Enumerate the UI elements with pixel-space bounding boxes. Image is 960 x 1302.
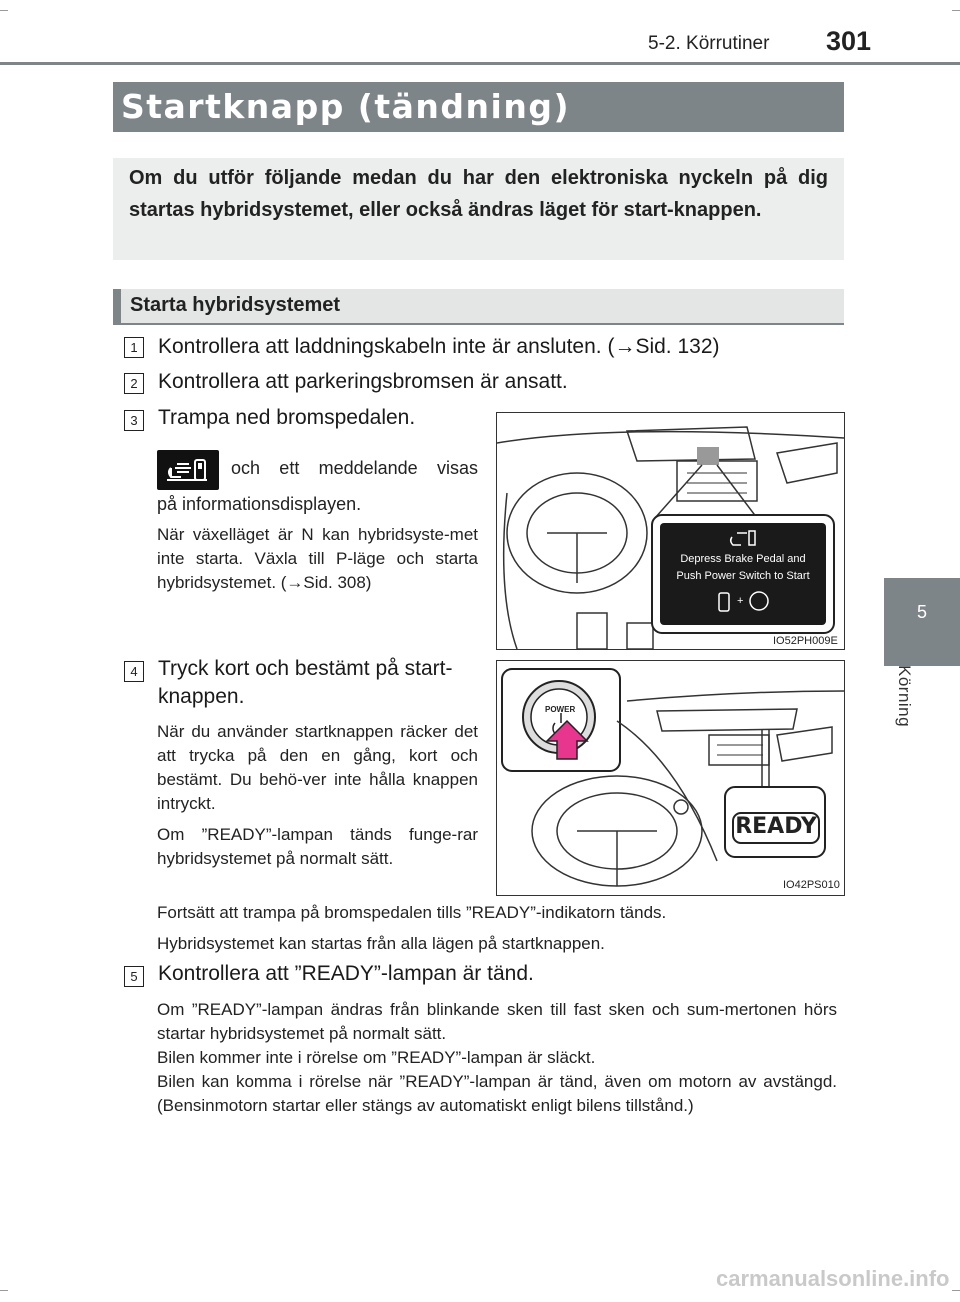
watermark: carmanualsonline.info xyxy=(716,1266,950,1291)
crop-mark xyxy=(952,1290,960,1291)
subheading-text: Starta hybridsystemet xyxy=(130,294,341,316)
step-number: 2 xyxy=(124,373,144,394)
power-button-label: POWER xyxy=(545,705,576,714)
subheading-accent xyxy=(113,289,121,323)
display-plus-sign: + xyxy=(737,595,744,607)
figure-code: IO42PS010 xyxy=(783,879,840,891)
step-number: 5 xyxy=(124,966,144,987)
icon-description-line2: på informationsdisplayen. xyxy=(157,494,362,514)
step3-note: När växelläget är N kan hybridsyste-met inte starta. Växla till P-läge och starta hybridsystemet. (→Sid. 308) xyxy=(157,525,478,592)
step4-note: Hybridsystemet kan startas från alla lägen på startknappen. xyxy=(157,934,605,953)
step-number: 1 xyxy=(124,337,144,358)
crop-mark xyxy=(0,1290,8,1291)
step4-note: Fortsätt att trampa på bromspedalen tills ”READY”-indikatorn tänds. xyxy=(157,903,667,922)
page-number: 301 xyxy=(826,26,872,56)
step-text: Trampa ned bromspedalen. xyxy=(158,406,416,429)
page-title xyxy=(113,82,844,132)
step5-note: Bilen kan komma i rörelse när ”READY”-lampan är tänd, även om motorn av avstängd. (Bensinmotorn startar eller stängs av automatiskt enligt bilens tillstånd.) xyxy=(157,1072,837,1115)
dashboard-drawing xyxy=(497,413,844,649)
step4-note: När du använder startknappen räcker det att trycka på den en gång, kort och bestämt. Du behö-ver inte hålla knappen intryckt. xyxy=(157,722,478,813)
chapter-number: 5 xyxy=(916,602,927,622)
step-text: Tryck kort och bestämt på start- xyxy=(158,657,453,680)
crop-mark xyxy=(0,10,8,11)
power-button-illustration xyxy=(496,660,845,896)
intro-text: Om du utför följande medan du har den elektroniska nyckeln på dig startas hybridsystemet, eller också ändras läget för start-knappen. xyxy=(129,167,828,221)
crop-mark xyxy=(952,10,960,11)
page-title-text: Startknapp (tändning) xyxy=(121,87,571,126)
chapter-tab[interactable] xyxy=(884,578,960,666)
header-rule xyxy=(0,62,960,65)
display-message-line2: Push Power Switch to Start xyxy=(676,570,810,582)
step-text: Kontrollera att ”READY”-lampan är tänd. xyxy=(158,962,534,985)
ready-indicator-label: READY xyxy=(735,814,817,839)
dashboard-illustration xyxy=(496,412,845,650)
brake-pedal-indicator-icon xyxy=(157,450,219,490)
subheading xyxy=(113,289,844,325)
section-label: 5-2. Körrutiner xyxy=(648,33,770,54)
step-text-continued: knappen. xyxy=(158,685,245,708)
chapter-name xyxy=(888,665,924,745)
display-message-line1: Depress Brake Pedal and xyxy=(680,553,806,565)
figure-code: IO52PH009E xyxy=(773,635,838,647)
step-text: Kontrollera att parkeringsbromsen är ansatt. xyxy=(158,370,568,393)
step5-note: Om ”READY”-lampan ändras från blinkande sken till fast sken och sum-mertonen hörs startar hybridsystemet på normalt sätt. xyxy=(157,1000,837,1043)
icon-description: och ett meddelande visas xyxy=(231,458,478,478)
intro-box xyxy=(113,158,844,260)
step-text: Kontrollera att laddningskabeln inte är ansluten. (→Sid. 132) xyxy=(158,335,720,358)
step-number: 3 xyxy=(124,410,144,431)
step-number: 4 xyxy=(124,661,144,682)
step4-note: Om ”READY”-lampan tänds funge-rar hybridsystemet på normalt sätt. xyxy=(157,825,478,868)
step5-note: Bilen kommer inte i rörelse om ”READY”-lampan är släckt. xyxy=(157,1048,596,1067)
power-button-drawing xyxy=(497,661,844,895)
chapter-name-text: Körning xyxy=(895,665,914,728)
